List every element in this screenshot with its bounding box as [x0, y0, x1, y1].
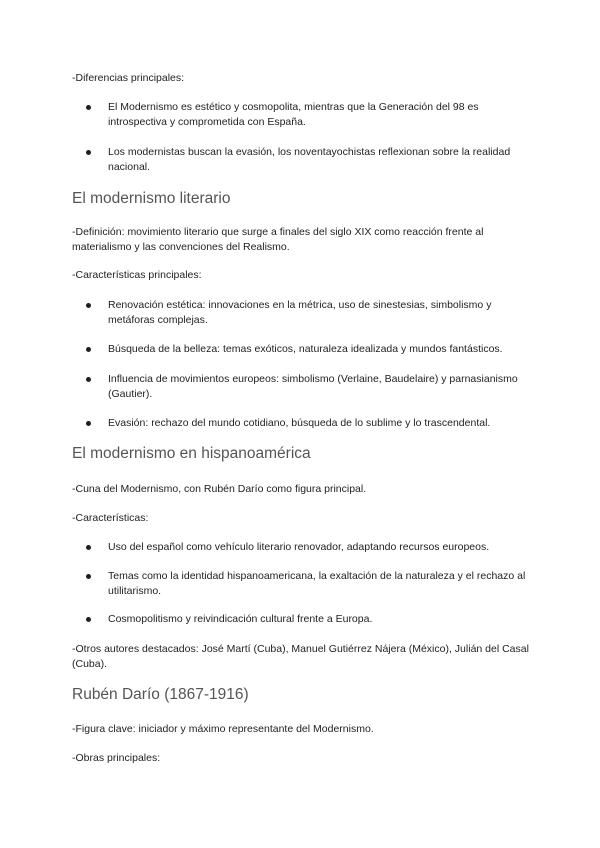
cradle-paragraph: -Cuna del Modernismo, con Rubén Darío como figura principal.: [72, 483, 367, 495]
list-item: Uso del español como vehículo literario renovador, adaptando recursos europeos.: [86, 540, 532, 555]
bullet-icon: [86, 303, 91, 308]
list-item: El Modernismo es estético y cosmopolita, mientras que la Generación del 98 es introspectiva y comprometida con España.: [86, 100, 532, 130]
list-item: Cosmopolitismo y reivindicación cultural frente a Europa.: [86, 612, 532, 627]
differences-intro: -Diferencias principales:: [72, 72, 185, 84]
list-item: Búsqueda de la belleza: temas exóticos, naturaleza idealizada y mundos fantásticos.: [86, 342, 532, 357]
list-item: Renovación estética: innovaciones en la métrica, uso de sinestesias, simbolismo y metáforas complejas.: [86, 298, 532, 328]
section-heading: El modernismo en hispanoamérica: [72, 445, 311, 462]
features-label: -Características principales:: [72, 269, 202, 281]
definition-paragraph: -Definición: movimiento literario que surge a finales del siglo XIX como reacción frente al materialismo y las convenciones del Realismo.: [72, 226, 484, 253]
list-item: Evasión: rechazo del mundo cotidiano, búsqueda de lo sublime y lo trascendental.: [86, 416, 532, 431]
authors-paragraph: -Otros autores destacados: José Martí (Cuba), Manuel Gutiérrez Nájera (México), Julián del Casal (Cuba).: [72, 643, 529, 670]
bullet-icon: [86, 150, 91, 155]
key-figure-paragraph: -Figura clave: iniciador y máximo representante del Modernismo.: [72, 723, 374, 735]
bullet-icon: [86, 545, 91, 550]
list-item: Influencia de movimientos europeos: simbolismo (Verlaine, Baudelaire) y parnasianismo (Gautier).: [86, 372, 532, 402]
bullet-icon: [86, 421, 91, 426]
bullet-icon: [86, 105, 91, 110]
list-item: Los modernistas buscan la evasión, los noventayochistas reflexionan sobre la realidad nacional.: [86, 145, 532, 175]
bullet-icon: [86, 617, 91, 622]
works-label: -Obras principales:: [72, 752, 161, 764]
section-heading: Rubén Darío (1867-1916): [72, 686, 249, 703]
bullet-icon: [86, 574, 91, 579]
features-label: -Características:: [72, 512, 149, 524]
bullet-icon: [86, 347, 91, 352]
bullet-icon: [86, 377, 91, 382]
section-heading: El modernismo literario: [72, 190, 231, 207]
list-item: Temas como la identidad hispanoamericana, la exaltación de la naturaleza y el rechazo al utilitarismo.: [86, 569, 532, 599]
